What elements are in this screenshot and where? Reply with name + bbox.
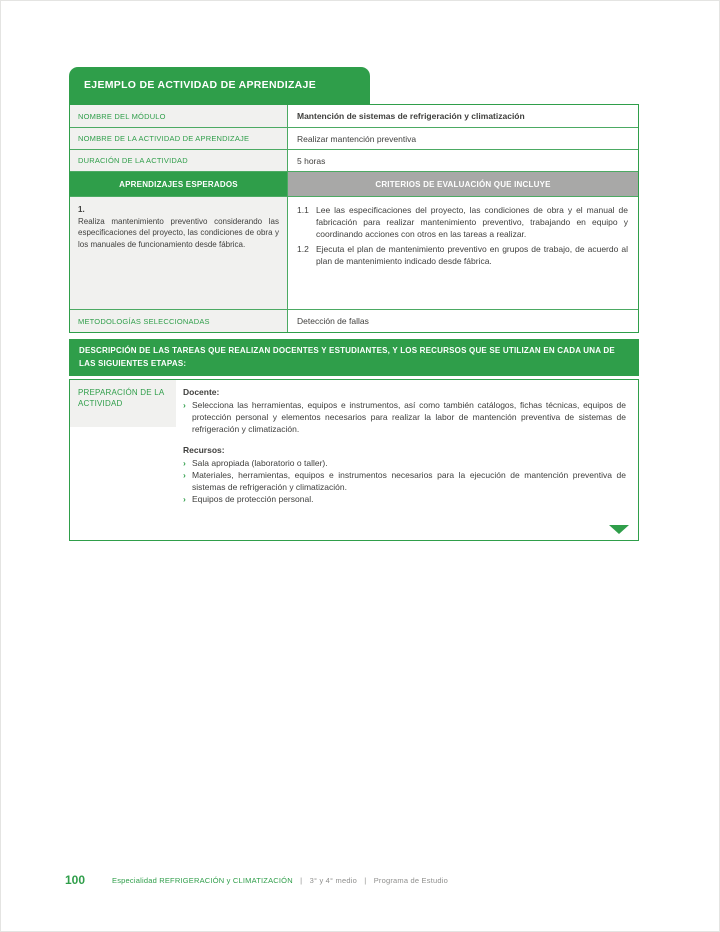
criterion-number: 1.1 bbox=[297, 205, 309, 215]
activity-name-label: NOMBRE DE LA ACTIVIDAD DE APRENDIZAJE bbox=[70, 128, 288, 149]
criterion-text: Ejecuta el plan de mantenimiento preventivo en grupos de trabajo, de acuerdo al plan de mantenimiento indicado desde fábrica. bbox=[316, 244, 628, 266]
methodology-value: Detección de fallas bbox=[297, 316, 369, 326]
footer-text bbox=[112, 876, 448, 885]
methodology-label: METODOLOGÍAS SELECCIONADAS bbox=[70, 310, 288, 332]
criterion-number: 1.2 bbox=[297, 244, 309, 254]
activity-example-title-tab bbox=[69, 67, 370, 105]
criterion-item bbox=[297, 204, 628, 240]
activity-name-value: Realizar mantención preventiva bbox=[297, 133, 417, 144]
preparation-stage-label: PREPARACIÓN DE LA ACTIVIDAD bbox=[70, 380, 176, 427]
expected-learning-text: Realiza mantenimiento preventivo considerando las especificaciones del proyecto, las condiciones de obra y los manuales de funcionamiento desde fábrica. bbox=[78, 216, 279, 249]
table-row bbox=[70, 309, 638, 332]
bullet-icon: › bbox=[183, 458, 186, 468]
footer-grade: 3° y 4° medio bbox=[309, 875, 357, 885]
module-name-label: NOMBRE DEL MÓDULO bbox=[70, 105, 288, 127]
continues-next-page-arrow-icon bbox=[609, 525, 629, 534]
evaluation-criteria-cell bbox=[288, 197, 638, 309]
page-number: 100 bbox=[65, 873, 86, 887]
list-item-text: Materiales, herramientas, equipos e instrumentos necesarios para la ejecución de mantención preventiva de sistemas de refrigeración y climatización. bbox=[192, 470, 626, 492]
activity-preparation-section bbox=[69, 379, 639, 541]
resources-section-title: Recursos: bbox=[183, 445, 225, 455]
criterion-text: Lee las especificaciones del proyecto, las condiciones de obra y el manual de fabricación para realizar mantenimiento preventivo, trabajando en equipo y coordinando acciones con otros en las tareas a realizar. bbox=[316, 205, 628, 239]
table-row bbox=[70, 105, 638, 127]
list-item bbox=[183, 469, 626, 493]
expected-learning-cell bbox=[70, 197, 288, 309]
criterion-item bbox=[297, 243, 628, 267]
page-title: EJEMPLO DE ACTIVIDAD DE APRENDIZAJE bbox=[84, 79, 316, 91]
evaluation-criteria-header: CRITERIOS DE EVALUACIÓN QUE INCLUYE bbox=[288, 172, 638, 196]
table-row bbox=[70, 149, 638, 171]
duration-value: 5 horas bbox=[297, 155, 326, 166]
bullet-icon: › bbox=[183, 494, 186, 504]
expected-learning-header: APRENDIZAJES ESPERADOS bbox=[70, 172, 288, 196]
list-item bbox=[183, 493, 626, 505]
bullet-icon: › bbox=[183, 400, 186, 410]
list-item-text: Equipos de protección personal. bbox=[192, 494, 314, 504]
duration-label: DURACIÓN DE LA ACTIVIDAD bbox=[70, 150, 288, 171]
table-row bbox=[70, 127, 638, 149]
footer-program: Programa de Estudio bbox=[373, 875, 448, 885]
list-item-text: Selecciona las herramientas, equipos e instrumentos, así como también catálogos, fichas técnicas, equipos de protección personal y elementos necesarios para realizar la labor de mantención preventiva de sistemas de refrigeración y climatización. bbox=[192, 400, 626, 434]
list-item-text: Sala apropiada (laboratorio o taller). bbox=[192, 458, 328, 468]
preparation-content bbox=[183, 386, 626, 505]
footer-separator: | bbox=[364, 875, 367, 885]
teacher-section-title: Docente: bbox=[183, 387, 220, 397]
page-footer bbox=[65, 873, 448, 887]
footer-specialty: Especialidad REFRIGERACIÓN y CLIMATIZACIÓN bbox=[112, 875, 293, 885]
footer-separator: | bbox=[300, 875, 303, 885]
table-header-row bbox=[70, 171, 638, 196]
module-name-value: Mantención de sistemas de refrigeración y climatización bbox=[297, 111, 525, 121]
list-item bbox=[183, 457, 626, 469]
tasks-description-banner: DESCRIPCIÓN DE LAS TAREAS QUE REALIZAN DOCENTES Y ESTUDIANTES, Y LOS RECURSOS QUE SE UTILIZAN EN CADA UNA DE LAS SIGUIENTES ETAPAS: bbox=[69, 339, 639, 376]
activity-info-table bbox=[69, 104, 639, 333]
expected-learning-number: 1. bbox=[78, 205, 85, 214]
learning-content-row bbox=[70, 196, 638, 309]
list-item bbox=[183, 399, 626, 435]
bullet-icon: › bbox=[183, 470, 186, 480]
